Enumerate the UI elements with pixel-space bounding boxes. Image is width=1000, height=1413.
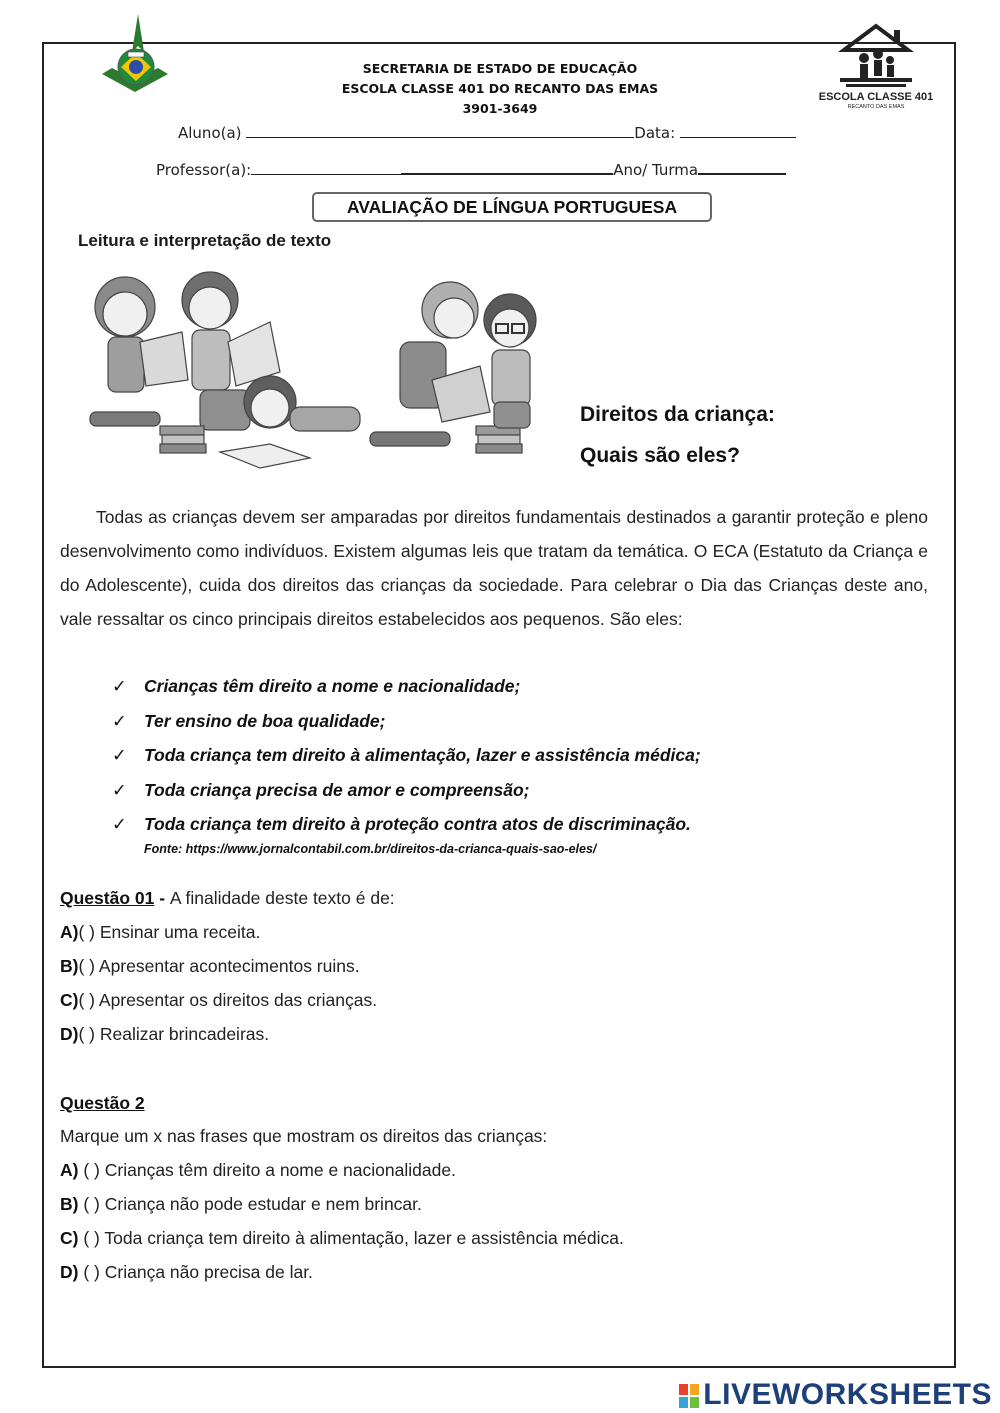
data-label: Data: [634, 124, 676, 142]
reading-paragraph [60, 500, 928, 636]
q1-option-c[interactable] [60, 990, 377, 1011]
option-checkbox[interactable]: ( ) [83, 1228, 100, 1248]
option-text: Realizar brincadeiras. [99, 1024, 270, 1044]
option-checkbox[interactable]: ( ) [78, 990, 95, 1010]
children-reading-illustration [70, 262, 565, 482]
liveworksheets-logo[interactable] [679, 1378, 992, 1410]
option-text: Criança não precisa de lar. [104, 1262, 313, 1282]
option-letter: D) [60, 1262, 79, 1282]
professor-field[interactable] [156, 159, 786, 179]
check-icon: ✓ [112, 814, 127, 834]
q2-option-c[interactable] [60, 1228, 624, 1249]
question-2-label: Questão 2 [60, 1093, 145, 1113]
option-text: Ensinar uma receita. [99, 922, 261, 942]
section-label: Leitura e interpretação de texto [78, 231, 332, 250]
option-letter: A) [60, 1160, 79, 1180]
right-text: Toda criança precisa de amor e compreensão; [144, 779, 530, 800]
option-checkbox[interactable]: ( ) [83, 1262, 100, 1282]
option-checkbox[interactable]: ( ) [78, 956, 95, 976]
q1-option-b[interactable] [60, 956, 360, 977]
q1-option-d[interactable] [60, 1024, 269, 1045]
check-icon: ✓ [112, 710, 127, 731]
option-letter: A) [60, 922, 79, 942]
question-1-separator: - [154, 888, 170, 908]
professor-blank-2[interactable] [401, 159, 613, 175]
data-blank[interactable] [680, 123, 796, 138]
ano-turma-blank[interactable] [698, 159, 786, 175]
q2-option-a[interactable] [60, 1160, 456, 1181]
option-text: Criança não pode estudar e nem brincar. [104, 1194, 422, 1214]
list-item [112, 704, 701, 739]
professor-label: Professor(a): [156, 161, 252, 179]
school-logo-subtext: RECANTO DAS EMAS [847, 104, 905, 110]
headline-line1: Direitos da criança: [580, 403, 775, 426]
question-2-title [60, 1093, 145, 1114]
option-text: Crianças têm direito a nome e nacionalidade. [104, 1160, 456, 1180]
paragraph-text: Todas as crianças devem ser amparadas por direitos fundamentais destinados a garantir proteção e pleno desenvolvimento como indivíduos. Existem algumas leis que tratam da temática. O ECA (Estatuto da Criança e do Adolescente), cuida dos direitos das crianças da sociedade. Para celebrar o Dia das Crianças deste ano, vale ressaltar os cinco principais direitos estabelecidos aos pequenos. São eles: [60, 507, 928, 629]
check-icon: ✓ [112, 745, 127, 765]
option-letter: C) [60, 990, 79, 1010]
source-citation: Fonte: https://www.jornalcontabil.com.br/direitos-da-crianca-quais-sao-eles/ [144, 842, 597, 856]
header-secretaria: SECRETARIA DE ESTADO DE EDUCAÇÃO [362, 61, 638, 76]
option-letter: B) [60, 1194, 79, 1214]
professor-blank-1[interactable] [251, 160, 401, 175]
right-text: Ter ensino de boa qualidade; [144, 710, 386, 731]
right-text: Toda criança tem direito à alimentação, lazer e assistência médica; [144, 745, 701, 765]
option-text: Apresentar acontecimentos ruins. [98, 956, 360, 976]
option-letter: D) [60, 1024, 79, 1044]
list-item [112, 669, 701, 704]
question-1-title [60, 888, 395, 909]
question-1-prompt: A finalidade deste texto é de: [169, 888, 395, 908]
page-title: AVALIAÇÃO DE LÍNGUA PORTUGUESA [312, 192, 712, 222]
q1-option-a[interactable] [60, 922, 260, 943]
header-phone: 3901-3649 [462, 101, 538, 116]
option-checkbox[interactable]: ( ) [78, 1024, 95, 1044]
aluno-label: Aluno(a) [178, 124, 242, 142]
option-text: Toda criança tem direito à alimentação, lazer e assistência médica. [104, 1228, 624, 1248]
question-1-label: Questão 01 [60, 888, 155, 908]
header-school-name: ESCOLA CLASSE 401 DO RECANTO DAS EMAS [341, 81, 659, 96]
list-item [112, 773, 701, 808]
list-item [112, 738, 701, 773]
option-letter: C) [60, 1228, 79, 1248]
q2-option-d[interactable] [60, 1262, 313, 1283]
check-icon: ✓ [112, 676, 127, 696]
question-2-prompt: Marque um x nas frases que mostram os direitos das crianças: [60, 1126, 548, 1146]
liveworksheets-text: LIVEWORKSHEETS [703, 1378, 992, 1411]
right-text: Toda criança tem direito à proteção contra atos de discriminação. [144, 814, 691, 834]
right-text: Crianças têm direito a nome e nacionalidade; [144, 676, 521, 696]
school-logo-text: ESCOLA CLASSE 401 [818, 91, 934, 103]
check-icon: ✓ [112, 779, 127, 800]
list-item [112, 807, 701, 842]
option-checkbox[interactable]: ( ) [78, 922, 95, 942]
option-letter: B) [60, 956, 79, 976]
q2-option-b[interactable] [60, 1194, 422, 1215]
ano-turma-label: Ano/ Turma [613, 161, 699, 179]
aluno-field[interactable] [178, 123, 796, 142]
liveworksheets-badge-icon [679, 1384, 699, 1408]
rights-list [112, 669, 701, 842]
option-text: Apresentar os direitos das crianças. [98, 990, 378, 1010]
aluno-blank[interactable] [246, 123, 634, 138]
option-checkbox[interactable]: ( ) [83, 1194, 100, 1214]
option-checkbox[interactable]: ( ) [83, 1160, 100, 1180]
headline-line2: Quais são eles? [580, 444, 740, 467]
